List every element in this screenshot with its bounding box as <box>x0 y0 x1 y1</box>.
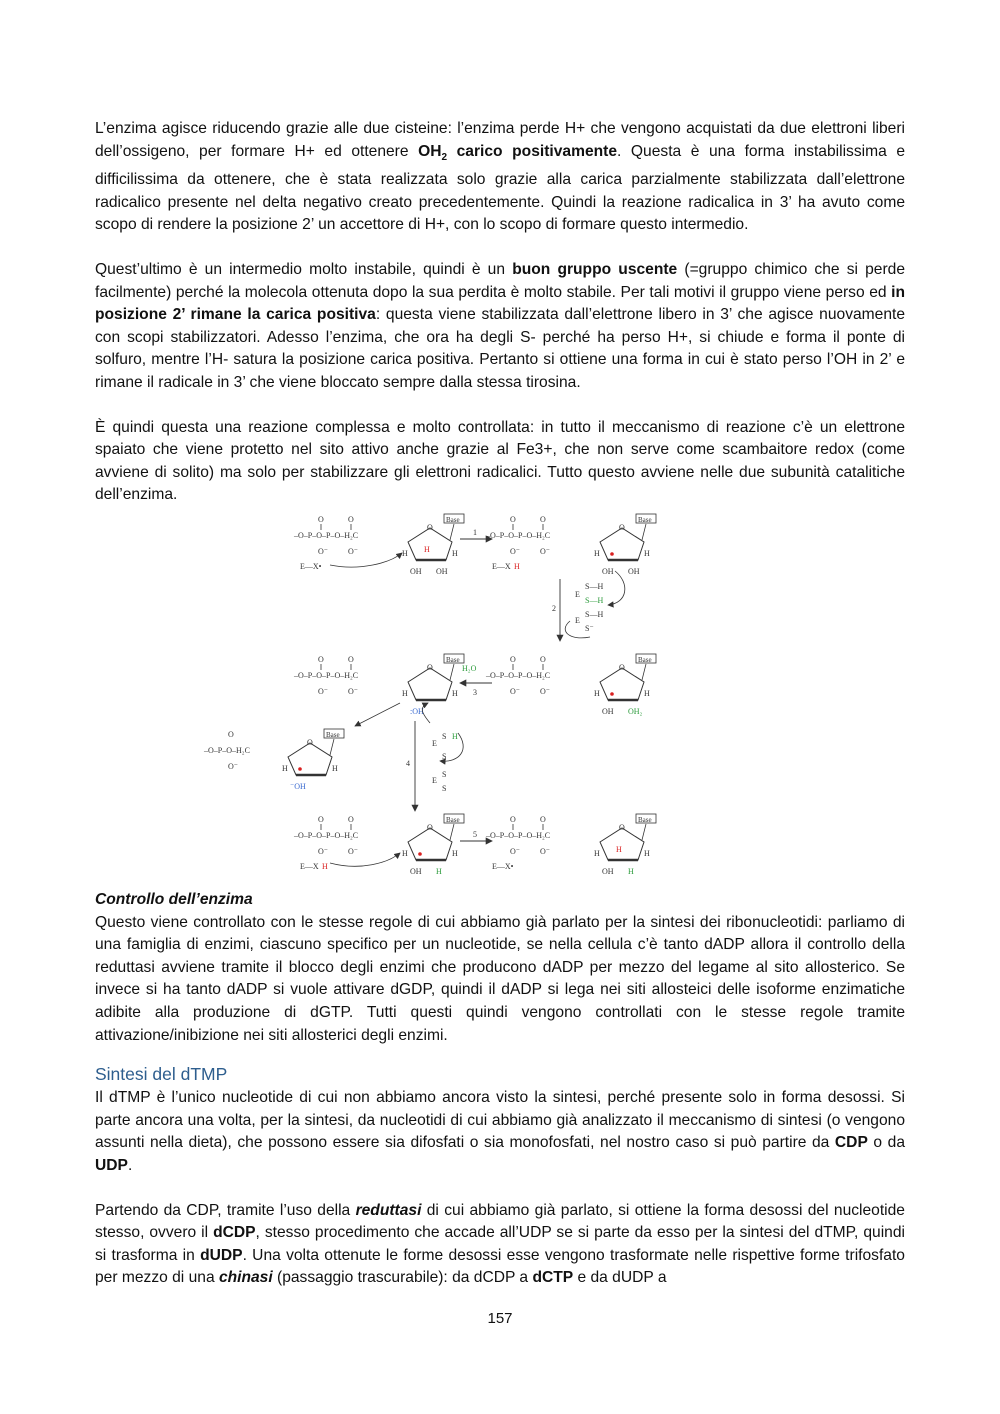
nuc-5-o-top-1: O <box>228 730 234 740</box>
arrow-enz-4b <box>422 703 430 723</box>
bold-positive-charge: in posizione 2’ rimane la carica positiva <box>95 283 905 324</box>
section-title: Sintesi del dTMP <box>95 1064 228 1085</box>
nuc-3-base-bond <box>450 664 454 680</box>
nuc-2-sub-left: OH <box>602 567 614 577</box>
nuc-7-o-top-1: O <box>510 815 516 825</box>
enz4-h-1: H <box>452 732 458 742</box>
nuc-6-radical-dot <box>418 852 422 856</box>
nuc-2-sugar-ring <box>600 528 644 560</box>
arrow-radical-6 <box>330 853 400 866</box>
reaction-mechanism-figure <box>95 511 905 889</box>
nuc-4-o-top-2: O <box>540 655 546 665</box>
nuc-7-base-bond <box>642 824 646 840</box>
h2o-label: H₂O <box>462 664 477 674</box>
enz4-s-2: S <box>442 752 447 762</box>
nuc-2-h-right: H <box>644 549 650 559</box>
arrow-radical-1 <box>330 553 402 567</box>
nuc-4-sub-right: OH₂ <box>628 707 643 717</box>
nuc-3-sugar-ring <box>408 668 452 700</box>
step-3-label: 3 <box>473 688 477 698</box>
nuc-2-ex: E—X <box>492 562 511 572</box>
paragraph-4: Questo viene controllato con le stesse regole di cui abbiamo già parlato per la sintesi dei ribonucleotidi: parliamo di una famiglia di enzimi, ciascuno specifico per un nucleotide, se nella cellula c’è tanto dADP allora il controllo della reduttasi avviene tramite il blocco degli enzimi che producono dADP per mezzo del legame al sito allosterico. Se invece si ha tanto dADP si vuole attivare dGDP, quindi il dADP si lega nei siti allosteici delle isoforme enzimatiche adibite alla produzione di dGTP. Tutti questi quindi vengono controllati con le stesse regole tramite attivazione/inibizione nei siti allosterici degli enzimi. <box>95 913 905 1044</box>
nuc-6-sub-right: H <box>436 867 442 877</box>
nuc-6-phosphate-chain: –O–P–O–P–O–H₂C <box>294 831 359 841</box>
nuc-5-sub-left: ⁻OH <box>290 782 306 792</box>
control-heading: Controllo dell’enzima <box>95 891 253 909</box>
nuc-1-sub-left: OH <box>410 567 422 577</box>
bold-dudp: dUDP <box>200 1246 243 1264</box>
step-2-label: 2 <box>552 604 556 614</box>
nuc-1-o-top-1: O <box>318 515 324 525</box>
nuc-2-base-bond <box>642 524 646 540</box>
bold-dcdp: dCDP <box>213 1224 256 1242</box>
paragraph-6: Partendo da CDP, tramite l’uso della reduttasi di cui abbiamo già parlato, si ottiene la forma desossi del nucleotide stesso, ovvero il dCDP, stesso procedimento che accade all’UDP se si parte da esso per la sintesi del dTMP, quindi si trasforma in dUDP. Una volta ottenute le forme desossi esse vengono trasformate nelle rispettive forme trifosfato per mezzo di una chinasi (passaggio trascurabile): da dCDP a dCTP e da dUDP a <box>95 1201 905 1287</box>
nuc-4-base-bond <box>642 664 646 680</box>
enz4-e-2: E <box>432 776 437 786</box>
nuc-6-h-right: H <box>452 849 458 859</box>
nuc-6-o-bottom-2: O⁻ <box>348 847 358 857</box>
nuc-1-h3: H <box>424 545 430 555</box>
bold-italic-chinasi: chinasi <box>218 1269 273 1287</box>
nuc-6-o-top-2: O <box>348 815 354 825</box>
bold-oh2-b: carico positivamente <box>447 142 618 160</box>
step-4-label: 4 <box>406 759 410 769</box>
nuc-3-o-top-1: O <box>318 655 324 665</box>
nuc-7-ring-o: O <box>619 823 625 833</box>
nuc-7-sub-right: H <box>628 867 634 877</box>
nuc-3-o-bottom-1: O⁻ <box>318 687 328 697</box>
nuc-1-h-left: H <box>402 549 408 559</box>
nuc-4-o-top-1: O <box>510 655 516 665</box>
reaction-diagram <box>204 511 730 886</box>
nuc-1-ex-radical: E—X• <box>300 562 322 572</box>
paragraph-5: Il dTMP è l’unico nucleotide di cui non abbiamo ancora visto la sintesi, perché presente solo in forma desossi. Si parte ancora una volta, per la sintesi, da nucleotidi di cui abbiamo già analizzato il meccanismo di sintesi (o vengono assunti nella dieta), che possono essere sia difosfati o sia monofosfati, nel nostro caso si può partire da CDP o da UDP. <box>95 1089 906 1174</box>
nuc-4-radical-dot <box>610 692 614 696</box>
nuc-7-sugar-ring <box>600 828 644 860</box>
enz-sh-2: S—H <box>585 596 604 606</box>
bold-italic-reduttasi: reduttasi <box>355 1201 422 1219</box>
paragraph-3: È quindi questa una reazione complessa e molto controllata: in tutto il meccanismo di reazione c’è un elettrone spaiato che viene protetto nel sito attivo anche grazie al Fe3+, che non serve come scambaitore redox (come avviene di solito) ma solo per stabilizzare gli elettroni radicalici. Tutto questo avviene nelle due subunità catalitiche dell’enzima. <box>95 418 905 504</box>
nuc-3-o-top-2: O <box>348 655 354 665</box>
nuc-6-ring-o: O <box>427 823 433 833</box>
nuc-7-h-left: H <box>594 849 600 859</box>
enz4-s-3: S <box>442 770 447 780</box>
nuc-3-h-right: H <box>452 689 458 699</box>
nuc-2-h-left: H <box>594 549 600 559</box>
nuc-2-ring-o: O <box>619 523 625 533</box>
nuc-7-o-top-2: O <box>540 815 546 825</box>
nuc-5-base-label: Base <box>326 731 340 740</box>
page-content <box>95 118 905 1290</box>
nuc-4-sub-left: OH <box>602 707 614 717</box>
nuc-5-o-bottom-1: O⁻ <box>228 762 238 772</box>
nuc-5-radical-dot <box>298 767 302 771</box>
bold-oh2-a: OH <box>418 142 442 160</box>
enz4-s-1: S <box>442 732 447 742</box>
nuc-1-o-bottom-1: O⁻ <box>318 547 328 557</box>
nuc-1-base-label: Base <box>446 516 460 525</box>
bold-udp: UDP <box>95 1156 128 1174</box>
enz4-s-4: S <box>442 784 447 794</box>
nuc-1-phosphate-chain: –O–P–O–P–O–H₂C <box>294 531 359 541</box>
nuc-6-base-bond <box>450 824 454 840</box>
arrow-enz-2 <box>608 571 625 605</box>
nuc-3-ring-o: O <box>427 663 433 673</box>
nuc-2-base-label: Base <box>638 516 652 525</box>
nuc-1-ring-o: O <box>427 523 433 533</box>
enz-sh-1: S—H <box>585 582 604 592</box>
nuc-4-phosphate-chain: –O–P–O–P–O–H₂C <box>486 671 551 681</box>
nuc-3-phosphate-chain: –O–P–O–P–O–H₂C <box>294 671 359 681</box>
nuc-6-h-left: H <box>402 849 408 859</box>
nuc-4-o-bottom-2: O⁻ <box>540 687 550 697</box>
enz-s-minus: S⁻ <box>585 624 594 634</box>
nuc-5-h-left: H <box>282 764 288 774</box>
nuc-7-h3: H <box>616 845 622 855</box>
nuc-1-base-bond <box>450 524 454 540</box>
nuc-3-o-bottom-2: O⁻ <box>348 687 358 697</box>
nuc-1-o-bottom-2: O⁻ <box>348 547 358 557</box>
nuc-4-o-bottom-1: O⁻ <box>510 687 520 697</box>
nuc-1-h-right: H <box>452 549 458 559</box>
nuc-7-o-bottom-1: O⁻ <box>510 847 520 857</box>
paragraph-1: L’enzima agisce riducendo grazie alle due cisteine: l’enzima perde H+ che vengono acquistati da due elettroni liberi dell’ossigeno, per formare H+ ed ottenere $OH_2$ carico positivamente. Questa è una forma instabilissima e difficilissima da ottenere, che è stata realizzata solo grazie alla carica parzialmente stabilizzata dall’elettrone radicalico presente nel delta negativo creato precedentemente. Quindi la reazione radicalica in 3’ ha avuto come scopo di rendere la posizione 2’ un accettore di H+, con lo scopo di formare questo intermedio. <box>95 120 905 234</box>
nuc-1-o-top-2: O <box>348 515 354 525</box>
nuc-6-sub-left: OH <box>410 867 422 877</box>
nuc-6-h: H <box>322 862 328 872</box>
bold-oh2-sub: 2 <box>441 151 448 163</box>
nuc-3-base-label: Base <box>446 656 460 665</box>
nuc-6-sugar-ring <box>408 828 452 860</box>
nuc-2-o-top-1: O <box>510 515 516 525</box>
nuc-4-base-label: Base <box>638 656 652 665</box>
step-5-label: 5 <box>473 830 477 840</box>
nuc-1-sugar-ring <box>408 528 452 560</box>
nuc-7-o-bottom-2: O⁻ <box>540 847 550 857</box>
bold-leaving-group: buon gruppo uscente <box>512 261 678 279</box>
nuc-2-o-bottom-2: O⁻ <box>540 547 550 557</box>
enz-e-2: E <box>575 616 580 626</box>
nuc-7-ex-radical: E—X• <box>492 862 514 872</box>
bold-dctp: dCTP <box>532 1269 574 1287</box>
nuc-5-phosphate-chain: –O–P–O–H₂C <box>204 746 250 756</box>
nuc-7-phosphate-chain: –O–P–O–P–O–H₂C <box>486 831 551 841</box>
nuc-6-o-top-1: O <box>318 815 324 825</box>
nuc-6-o-bottom-1: O⁻ <box>318 847 328 857</box>
bold-cdp: CDP <box>834 1134 868 1152</box>
nuc-3-sub-left: :OH <box>410 707 424 717</box>
nuc-2-phosphate-chain: –O–P–O–P–O–H₂C <box>486 531 551 541</box>
enz-sh-3: S—H <box>585 610 604 620</box>
enz-e-1: E <box>575 590 580 600</box>
enz4-e-1: E <box>432 739 437 749</box>
nuc-4-sugar-ring <box>600 668 644 700</box>
nuc-7-base-label: Base <box>638 816 652 825</box>
nuc-1-sub-right: OH <box>436 567 448 577</box>
nuc-5-base-bond <box>330 739 334 755</box>
nuc-2-radical-dot <box>610 552 614 556</box>
nuc-2-o-top-2: O <box>540 515 546 525</box>
nuc-2-o-bottom-1: O⁻ <box>510 547 520 557</box>
nuc-5-h-right: H <box>332 764 338 774</box>
nuc-6-ex: E—X <box>300 862 319 872</box>
nuc-6-base-label: Base <box>446 816 460 825</box>
nuc-2-h: H <box>514 562 520 572</box>
nuc-4-h-right: H <box>644 689 650 699</box>
nuc-7-h-right: H <box>644 849 650 859</box>
page-number: 157 <box>487 1310 513 1327</box>
nuc-2-sub-right: OH <box>628 567 640 577</box>
nuc-7-sub-left: OH <box>602 867 614 877</box>
arrow-elimination <box>355 703 400 726</box>
nuc-4-h-left: H <box>594 689 600 699</box>
step-1-label: 1 <box>473 528 477 538</box>
nuc-3-h-left: H <box>402 689 408 699</box>
nuc-5-ring-o: O <box>307 738 313 748</box>
paragraph-2: Quest’ultimo è un intermedio molto instabile, quindi è un buon gruppo uscente (=gruppo chimico che si perde facilmente) perché la molecola ottenuta dopo la sua perdita è molto stabile. Per tali motivi il gruppo viene perso ed in posizione 2’ rimane la carica positiva: questa viene stabilizzata dall’elettrone libero in 3’ che agisce nuovamente con scopi stabilizzatori. Adesso l’enzima, che ora ha degli S- perché ha perso H+, si chiude e forma il ponte di solfuro, mentre l’H- satura la posizione carica positiva. Pertanto si ottiene una forma in cui è stato perso l’OH in 2’ e rimane il radicale in 3’ che viene bloccato sempre dalla stessa tirosina. <box>95 261 906 392</box>
nuc-4-ring-o: O <box>619 663 625 673</box>
nuc-5-sugar-ring <box>288 743 332 775</box>
